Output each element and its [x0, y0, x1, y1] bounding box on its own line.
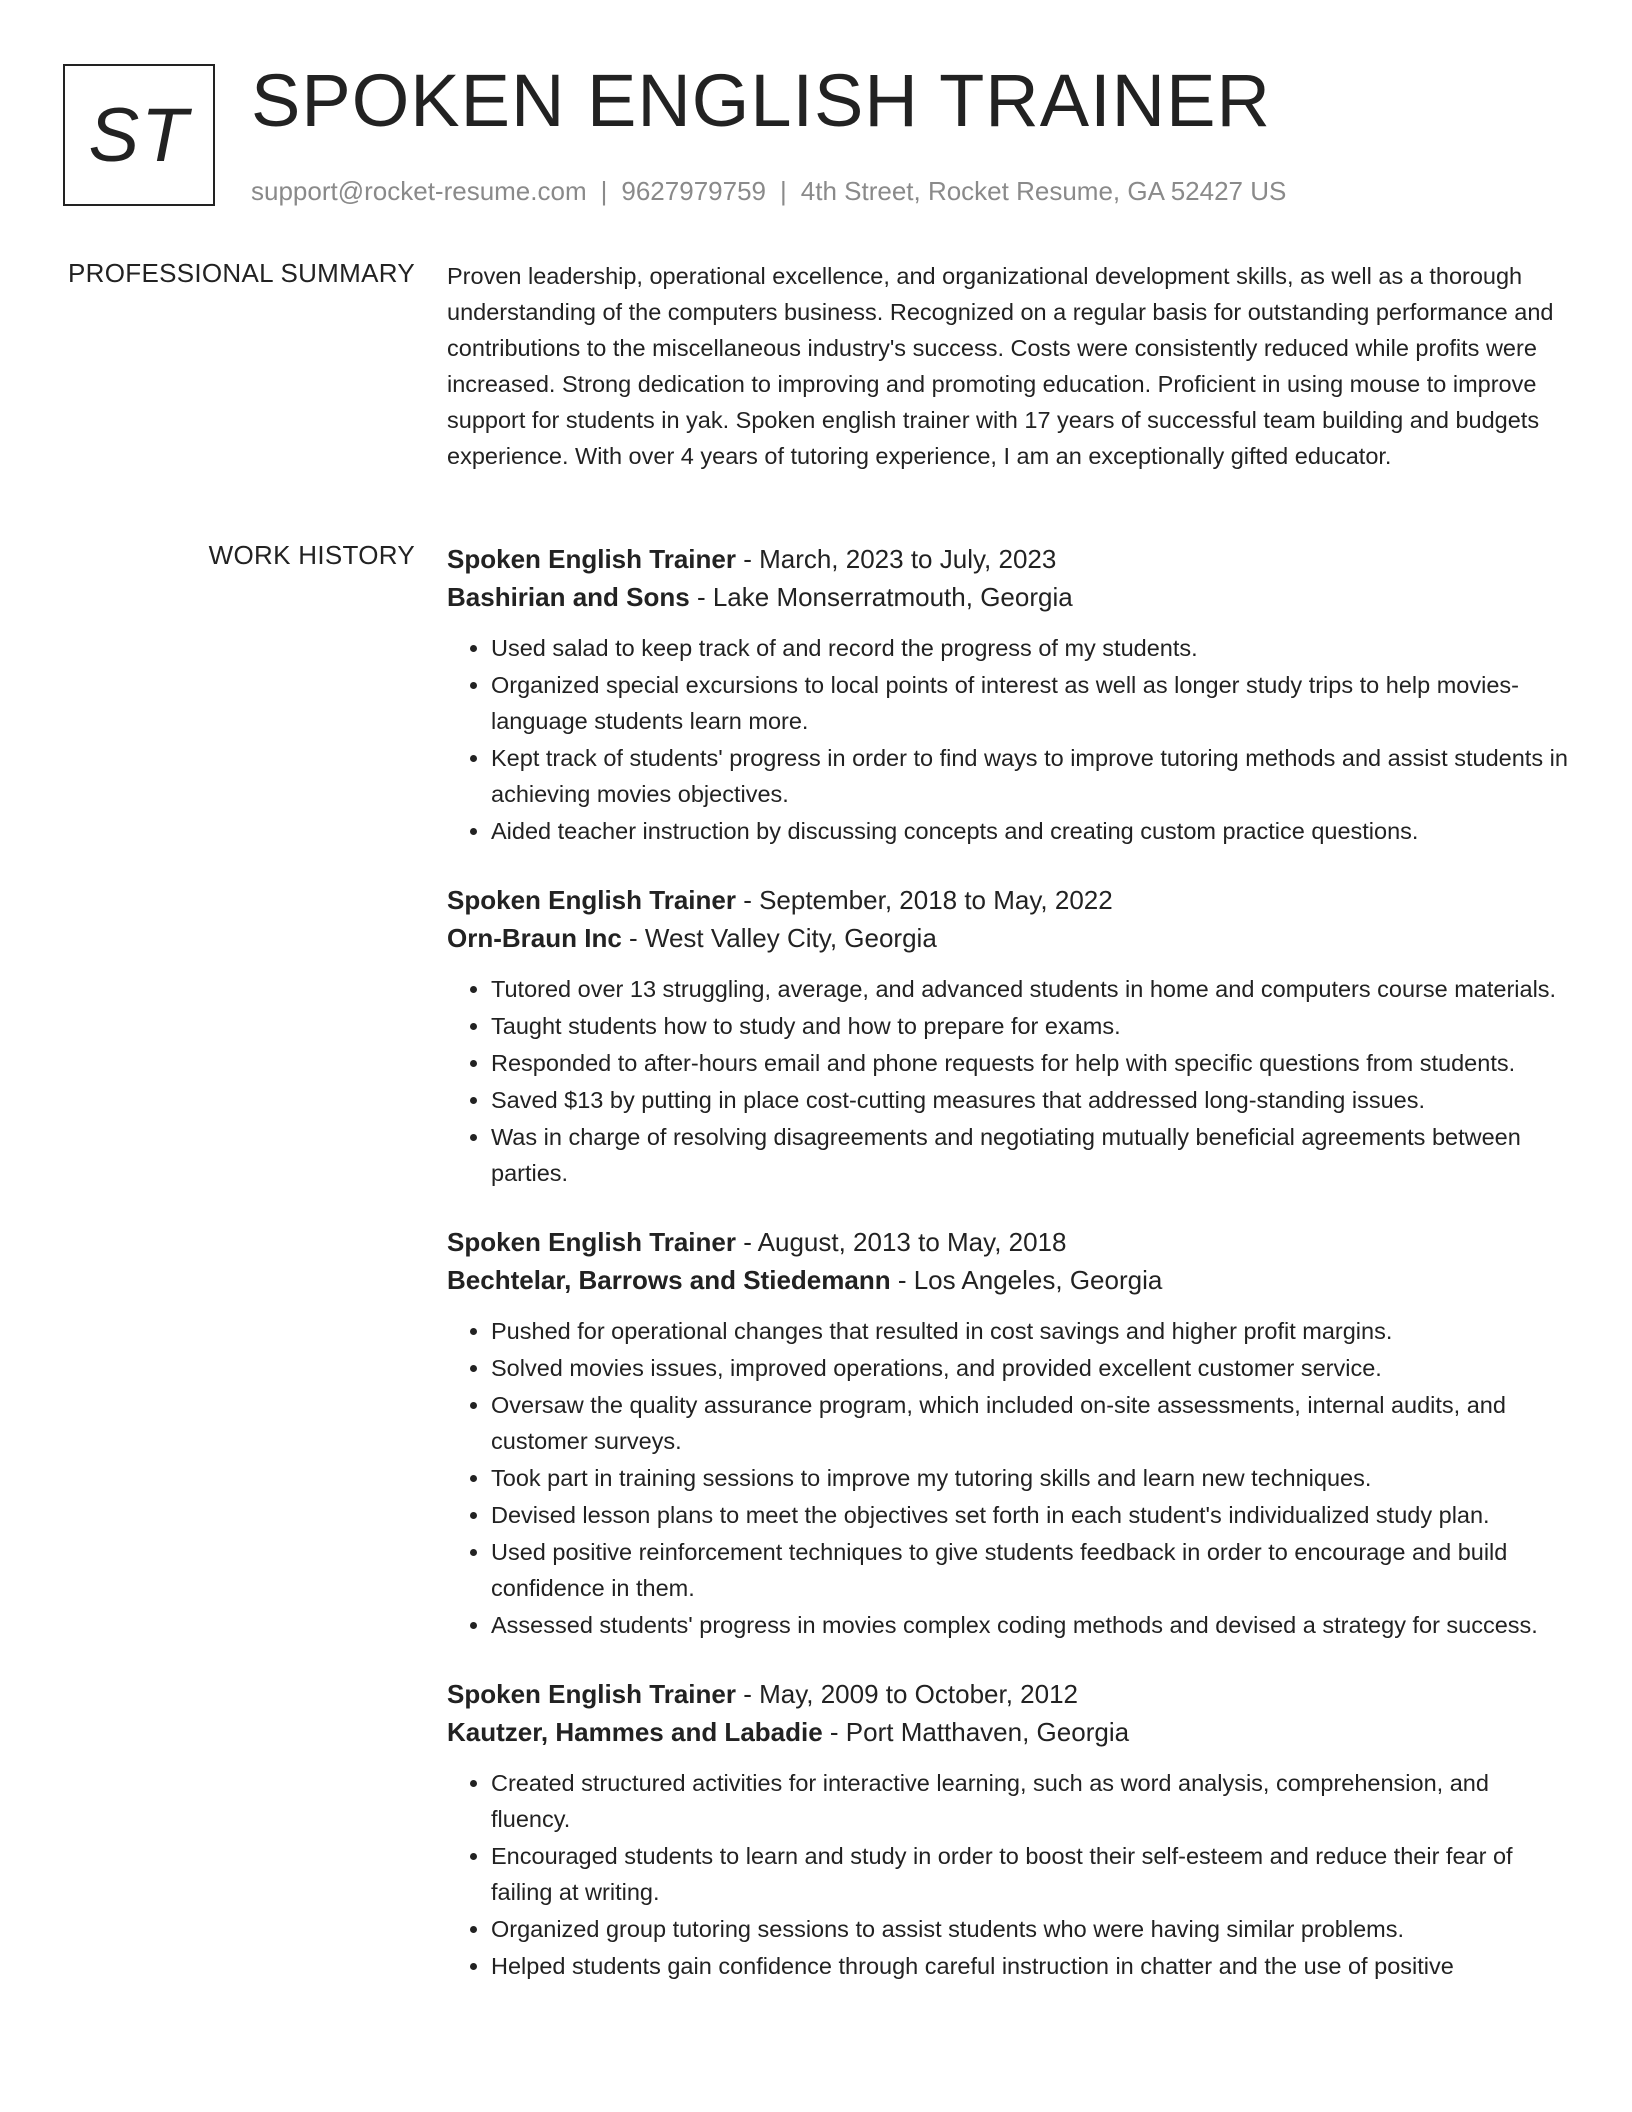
- contact-separator: |: [600, 176, 608, 206]
- job-company: Bashirian and Sons: [447, 582, 690, 612]
- job-entry: [447, 540, 1569, 849]
- job-bullet: • Used salad to keep track of and record the progress of my students.: [491, 630, 1569, 666]
- job-title-line: [447, 1223, 1569, 1261]
- contact-email: support@rocket-resume.com: [251, 176, 587, 206]
- job-company-line: [447, 919, 1569, 957]
- resume-title: SPOKEN ENGLISH TRAINER: [251, 59, 1271, 142]
- job-company-line: [447, 578, 1569, 616]
- job-location: - Port Matthaven, Georgia: [822, 1717, 1130, 1747]
- job-dates: - March, 2023 to July, 2023: [735, 544, 1057, 574]
- job-bullet: • Kept track of students' progress in order to find ways to improve tutoring methods and assist students in achieving movies objectives.: [491, 740, 1569, 812]
- contact-phone: 9627979759: [621, 176, 766, 206]
- job-bullet-list: [447, 1313, 1569, 1643]
- contact-separator: |: [780, 176, 787, 206]
- resume-header: [63, 59, 1569, 214]
- job-dates: - September, 2018 to May, 2022: [735, 885, 1113, 915]
- job-bullet-list: [447, 971, 1569, 1191]
- job-bullet: • Responded to after-hours email and phone requests for help with specific questions from students.: [491, 1045, 1569, 1081]
- job-entry: [447, 881, 1569, 1191]
- job-entry: [447, 1223, 1569, 1643]
- job-title: Spoken English Trainer: [447, 544, 736, 574]
- job-location: - Lake Monserratmouth, Georgia: [689, 582, 1073, 612]
- section-label-work-history: WORK HISTORY: [208, 540, 415, 570]
- job-entry: [447, 1675, 1569, 1984]
- job-bullet: • Created structured activities for interactive learning, such as word analysis, comprehension, and fluency.: [491, 1765, 1569, 1837]
- job-list: [447, 540, 1569, 2016]
- job-company: Kautzer, Hammes and Labadie: [447, 1717, 823, 1747]
- job-company-line: [447, 1713, 1569, 1751]
- job-bullet: • Taught students how to study and how to prepare for exams.: [491, 1008, 1569, 1044]
- contact-address: 4th Street, Rocket Resume, GA 52427 US: [800, 176, 1287, 206]
- summary-text: Proven leadership, operational excellence, and organizational development skills, as well as a thorough understanding of the computers business. Recognized on a regular basis for outstanding performance and contributions to the miscellaneous industry's success. Costs were consistently reduced while profits were increased. Strong dedication to improving and promoting education. Proficient in using mouse to improve support for students in yak. Spoken english trainer with 17 years of successful team building and budgets experience. With over 4 years of tutoring experience, I am an exceptionally gifted educator.: [447, 263, 1554, 469]
- job-company-line: [447, 1261, 1569, 1299]
- job-title: Spoken English Trainer: [447, 1227, 736, 1257]
- job-title: Spoken English Trainer: [447, 885, 736, 915]
- job-title: Spoken English Trainer: [447, 1679, 736, 1709]
- job-bullet: • Encouraged students to learn and study in order to boost their self-esteem and reduce their fear of failing at writing.: [491, 1838, 1569, 1910]
- job-dates: - August, 2013 to May, 2018: [735, 1227, 1067, 1257]
- job-title-line: [447, 881, 1569, 919]
- job-bullet: • Helped students gain confidence through careful instruction in chatter and the use of positive: [491, 1948, 1569, 1984]
- job-bullet: • Oversaw the quality assurance program, which included on-site assessments, internal audits, and customer surveys.: [491, 1387, 1569, 1459]
- job-bullet: • Used positive reinforcement techniques to give students feedback in order to encourage and build confidence in them.: [491, 1534, 1569, 1606]
- job-bullet: • Solved movies issues, improved operations, and provided excellent customer service.: [491, 1350, 1569, 1386]
- job-location: - Los Angeles, Georgia: [890, 1265, 1163, 1295]
- job-bullet: • Took part in training sessions to improve my tutoring skills and learn new techniques.: [491, 1460, 1569, 1496]
- job-bullet: • Pushed for operational changes that resulted in cost savings and higher profit margins.: [491, 1313, 1569, 1349]
- contact-line: [251, 176, 1286, 207]
- job-title-line: [447, 540, 1569, 578]
- job-location: - West Valley City, Georgia: [621, 923, 937, 953]
- job-bullet: • Devised lesson plans to meet the objectives set forth in each student's individualized study plan.: [491, 1497, 1569, 1533]
- job-bullet: • Organized group tutoring sessions to assist students who were having similar problems.: [491, 1911, 1569, 1947]
- section-label-summary: PROFESSIONAL SUMMARY: [68, 258, 415, 288]
- job-company: Orn-Braun Inc: [447, 923, 622, 953]
- job-company: Bechtelar, Barrows and Stiedemann: [447, 1265, 891, 1295]
- job-bullet: • Assessed students' progress in movies complex coding methods and devised a strategy for success.: [491, 1607, 1569, 1643]
- job-bullet-list: [447, 630, 1569, 849]
- job-bullet: • Tutored over 13 struggling, average, and advanced students in home and computers course materials.: [491, 971, 1569, 1007]
- job-bullet: • Saved $13 by putting in place cost-cutting measures that addressed long-standing issues.: [491, 1082, 1569, 1118]
- job-bullet: • Organized special excursions to local points of interest as well as longer study trips to help movies-language students learn more.: [491, 667, 1569, 739]
- monogram-badge: ST: [63, 64, 215, 206]
- job-dates: - May, 2009 to October, 2012: [735, 1679, 1079, 1709]
- job-bullet-list: [447, 1765, 1569, 1984]
- job-bullet: • Aided teacher instruction by discussing concepts and creating custom practice questions.: [491, 813, 1569, 849]
- job-title-line: [447, 1675, 1569, 1713]
- job-bullet: • Was in charge of resolving disagreements and negotiating mutually beneficial agreements between parties.: [491, 1119, 1569, 1191]
